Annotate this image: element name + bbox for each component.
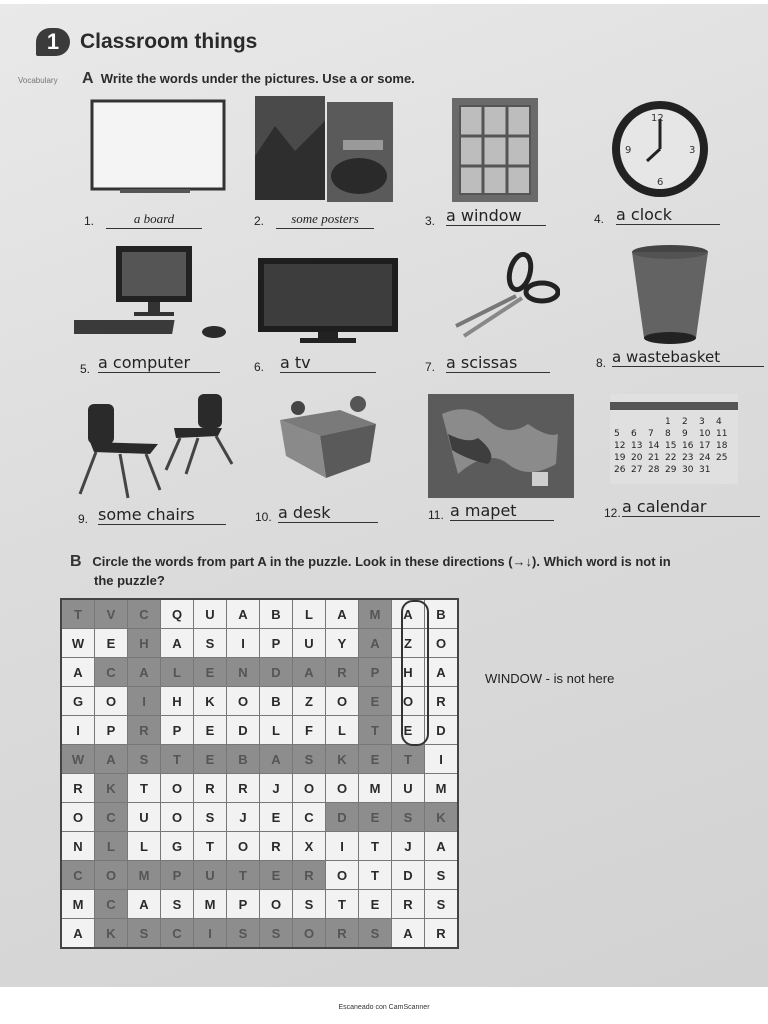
puzzle-cell: R xyxy=(392,890,425,919)
item-number-5: 5. xyxy=(80,362,91,376)
scissors-icon xyxy=(450,252,560,340)
puzzle-cell: L xyxy=(161,658,194,687)
calendar-day: 11 xyxy=(716,429,728,439)
puzzle-cell: J xyxy=(392,832,425,861)
puzzle-cell: R xyxy=(425,687,459,716)
part-b-letter: B xyxy=(70,553,82,570)
calendar-day: 22 xyxy=(665,453,677,463)
calendar-day: 21 xyxy=(648,453,660,463)
puzzle-cell: H xyxy=(392,658,425,687)
puzzle-cell: P xyxy=(161,861,194,890)
puzzle-cell: S xyxy=(194,803,227,832)
puzzle-row xyxy=(61,832,458,861)
puzzle-row xyxy=(61,658,458,687)
puzzle-cell: S xyxy=(392,803,425,832)
puzzle-cell: A xyxy=(392,919,425,949)
vocabulary-tag: Vocabulary xyxy=(18,76,58,85)
puzzle-cell: S xyxy=(425,890,459,919)
part-b-instruction-line-2: the puzzle? xyxy=(94,573,165,588)
svg-text:12: 12 xyxy=(651,113,664,124)
puzzle-cell: R xyxy=(227,774,260,803)
puzzle-cell: E xyxy=(260,861,293,890)
puzzle-cell: R xyxy=(293,861,326,890)
answer-note: WINDOW - is not here xyxy=(485,671,615,686)
item-number-10: 10. xyxy=(255,510,272,524)
puzzle-cell: C xyxy=(161,919,194,949)
puzzle-row xyxy=(61,890,458,919)
puzzle-cell: A xyxy=(61,658,95,687)
puzzle-row xyxy=(61,745,458,774)
puzzle-cell: J xyxy=(260,774,293,803)
calendar-icon xyxy=(610,394,738,484)
puzzle-cell: M xyxy=(194,890,227,919)
puzzle-cell: I xyxy=(326,832,359,861)
puzzle-cell: O xyxy=(293,919,326,949)
item-number-3: 3. xyxy=(425,214,436,228)
puzzle-cell: S xyxy=(293,890,326,919)
puzzle-cell: W xyxy=(61,745,95,774)
part-b-instruction xyxy=(70,552,750,590)
puzzle-cell: I xyxy=(61,716,95,745)
puzzle-cell: R xyxy=(61,774,95,803)
puzzle-cell: E xyxy=(359,890,392,919)
worksheet-page xyxy=(0,4,768,987)
puzzle-cell: A xyxy=(227,599,260,629)
puzzle-cell: P xyxy=(161,716,194,745)
puzzle-cell: R xyxy=(326,919,359,949)
puzzle-cell: U xyxy=(293,629,326,658)
puzzle-row xyxy=(61,629,458,658)
puzzle-cell: V xyxy=(95,599,128,629)
item-number-2: 2. xyxy=(254,214,265,228)
puzzle-cell: D xyxy=(260,658,293,687)
puzzle-cell: A xyxy=(392,599,425,629)
puzzle-cell: S xyxy=(194,629,227,658)
puzzle-cell: K xyxy=(194,687,227,716)
calendar-day: 26 xyxy=(614,465,626,475)
puzzle-cell: O xyxy=(326,687,359,716)
puzzle-cell: B xyxy=(260,599,293,629)
puzzle-cell: O xyxy=(326,861,359,890)
scanner-footer: Escaneado con CamScanner xyxy=(338,1004,430,1011)
puzzle-cell: M xyxy=(61,890,95,919)
puzzle-row xyxy=(61,687,458,716)
svg-text:6: 6 xyxy=(657,177,664,188)
calendar-day: 3 xyxy=(699,417,705,427)
answer-2: some posters xyxy=(276,210,374,229)
puzzle-cell: S xyxy=(128,745,161,774)
answer-1: a board xyxy=(106,210,202,229)
puzzle-cell: S xyxy=(293,745,326,774)
puzzle-cell: T xyxy=(392,745,425,774)
calendar-day: 8 xyxy=(665,429,671,439)
word-search-puzzle xyxy=(60,598,459,949)
puzzle-cell: M xyxy=(359,774,392,803)
puzzle-cell: T xyxy=(227,861,260,890)
puzzle-cell: C xyxy=(95,658,128,687)
puzzle-cell: C xyxy=(61,861,95,890)
computer-icon xyxy=(74,244,234,344)
puzzle-cell: A xyxy=(359,629,392,658)
puzzle-cell: U xyxy=(194,861,227,890)
puzzle-cell: T xyxy=(128,774,161,803)
puzzle-cell: R xyxy=(128,716,161,745)
calendar-day: 24 xyxy=(699,453,711,463)
answer-4: a clock xyxy=(616,206,720,225)
puzzle-cell: P xyxy=(260,629,293,658)
puzzle-cell: A xyxy=(260,745,293,774)
calendar-day: 27 xyxy=(631,465,643,475)
puzzle-cell: O xyxy=(227,687,260,716)
puzzle-cell: F xyxy=(293,716,326,745)
calendar-day: 5 xyxy=(614,429,620,439)
puzzle-row xyxy=(61,919,458,949)
puzzle-cell: O xyxy=(95,861,128,890)
puzzle-cell: P xyxy=(227,890,260,919)
puzzle-cell: K xyxy=(326,745,359,774)
calendar-day: 16 xyxy=(682,441,694,451)
item-number-4: 4. xyxy=(594,212,605,226)
calendar-day: 10 xyxy=(699,429,711,439)
puzzle-cell: A xyxy=(61,919,95,949)
puzzle-row xyxy=(61,716,458,745)
item-number-7: 7. xyxy=(425,360,436,374)
puzzle-cell: O xyxy=(95,687,128,716)
puzzle-cell: Z xyxy=(293,687,326,716)
puzzle-cell: A xyxy=(161,629,194,658)
puzzle-cell: O xyxy=(61,803,95,832)
calendar-day: 18 xyxy=(716,441,728,451)
puzzle-row xyxy=(61,803,458,832)
puzzle-row xyxy=(61,599,458,629)
puzzle-cell: M xyxy=(128,861,161,890)
puzzle-cell: U xyxy=(128,803,161,832)
puzzle-cell: I xyxy=(425,745,459,774)
puzzle-cell: S xyxy=(260,919,293,949)
puzzle-cell: E xyxy=(194,716,227,745)
puzzle-cell: B xyxy=(227,745,260,774)
puzzle-cell: P xyxy=(359,658,392,687)
puzzle-cell: A xyxy=(326,599,359,629)
puzzle-cell: T xyxy=(359,832,392,861)
wastebasket-icon xyxy=(628,244,712,346)
chairs-icon xyxy=(76,394,236,504)
item-number-11: 11. xyxy=(428,508,444,522)
puzzle-cell: E xyxy=(392,716,425,745)
puzzle-cell: U xyxy=(194,599,227,629)
page-title: Classroom things xyxy=(80,30,258,53)
calendar-day: 20 xyxy=(631,453,643,463)
item-number-1: 1. xyxy=(84,214,95,228)
puzzle-cell: E xyxy=(95,629,128,658)
item-number-6: 6. xyxy=(254,360,265,374)
unit-number-badge: 1 xyxy=(36,28,70,56)
calendar-day: 2 xyxy=(682,417,688,427)
puzzle-cell: E xyxy=(260,803,293,832)
puzzle-cell: O xyxy=(161,774,194,803)
answer-10: a desk xyxy=(278,504,378,523)
calendar-day: 31 xyxy=(699,465,711,475)
puzzle-cell: S xyxy=(128,919,161,949)
puzzle-cell: D xyxy=(326,803,359,832)
calendar-day: 14 xyxy=(648,441,660,451)
answer-5: a computer xyxy=(98,354,220,373)
item-number-9: 9. xyxy=(78,512,89,526)
puzzle-cell: G xyxy=(161,832,194,861)
puzzle-cell: O xyxy=(326,774,359,803)
calendar-day: 15 xyxy=(665,441,677,451)
puzzle-cell: A xyxy=(293,658,326,687)
answer-9: some chairs xyxy=(98,506,226,525)
puzzle-cell: T xyxy=(359,716,392,745)
puzzle-cell: K xyxy=(425,803,459,832)
calendar-day: 6 xyxy=(631,429,637,439)
puzzle-cell: W xyxy=(61,629,95,658)
puzzle-cell: E xyxy=(359,687,392,716)
puzzle-cell: E xyxy=(359,745,392,774)
part-b-instruction-line-1: Circle the words from part A in the puzzle. Look in these directions (→↓). Which word is not in xyxy=(92,554,671,569)
calendar-day: 23 xyxy=(682,453,694,463)
puzzle-cell: T xyxy=(61,599,95,629)
puzzle-cell: O xyxy=(260,890,293,919)
puzzle-cell: X xyxy=(293,832,326,861)
puzzle-cell: S xyxy=(161,890,194,919)
puzzle-cell: C xyxy=(128,599,161,629)
puzzle-cell: E xyxy=(194,745,227,774)
puzzle-cell: T xyxy=(194,832,227,861)
puzzle-cell: C xyxy=(293,803,326,832)
part-a-instruction-text: Write the words under the pictures. Use a or some. xyxy=(100,71,415,86)
puzzle-cell: A xyxy=(95,745,128,774)
puzzle-cell: D xyxy=(392,861,425,890)
svg-text:9: 9 xyxy=(625,145,632,156)
puzzle-cell: Z xyxy=(392,629,425,658)
puzzle-cell: A xyxy=(128,658,161,687)
item-number-12: 12. xyxy=(604,506,621,520)
puzzle-cell: R xyxy=(326,658,359,687)
puzzle-cell: N xyxy=(61,832,95,861)
puzzle-cell: K xyxy=(95,774,128,803)
puzzle-cell: A xyxy=(128,890,161,919)
puzzle-cell: K xyxy=(95,919,128,949)
puzzle-cell: I xyxy=(128,687,161,716)
puzzle-cell: R xyxy=(260,832,293,861)
tv-icon xyxy=(256,256,400,346)
clock-icon xyxy=(605,99,715,199)
puzzle-cell: S xyxy=(359,919,392,949)
puzzle-cell: R xyxy=(425,919,459,949)
answer-11: a mapet xyxy=(450,502,554,521)
whiteboard-icon xyxy=(90,99,228,195)
calendar-day: 12 xyxy=(614,441,626,451)
puzzle-cell: Q xyxy=(161,599,194,629)
answer-8: a wastebasket xyxy=(612,348,764,367)
puzzle-cell: O xyxy=(425,629,459,658)
puzzle-cell: L xyxy=(326,716,359,745)
puzzle-cell: O xyxy=(293,774,326,803)
puzzle-row xyxy=(61,861,458,890)
answer-7: a scissas xyxy=(446,354,550,373)
puzzle-cell: M xyxy=(359,599,392,629)
puzzle-cell: M xyxy=(425,774,459,803)
puzzle-cell: D xyxy=(227,716,260,745)
map-icon xyxy=(428,394,576,500)
puzzle-cell: U xyxy=(392,774,425,803)
puzzle-cell: I xyxy=(194,919,227,949)
puzzle-cell: E xyxy=(359,803,392,832)
calendar-day: 19 xyxy=(614,453,626,463)
calendar-day: 29 xyxy=(665,465,677,475)
title-row xyxy=(36,28,257,56)
puzzle-cell: A xyxy=(425,832,459,861)
part-a-letter: A xyxy=(82,70,94,87)
answer-12: a calendar xyxy=(622,498,760,517)
puzzle-cell: T xyxy=(161,745,194,774)
calendar-day: 4 xyxy=(716,417,722,427)
puzzle-cell: L xyxy=(128,832,161,861)
puzzle-cell: T xyxy=(359,861,392,890)
puzzle-cell: L xyxy=(293,599,326,629)
puzzle-cell: N xyxy=(227,658,260,687)
puzzle-cell: Y xyxy=(326,629,359,658)
puzzle-cell: C xyxy=(95,803,128,832)
puzzle-cell: S xyxy=(227,919,260,949)
calendar-day: 7 xyxy=(648,429,654,439)
desk-icon xyxy=(280,396,380,492)
part-a-instruction xyxy=(82,70,415,88)
puzzle-cell: P xyxy=(95,716,128,745)
calendar-day: 25 xyxy=(716,453,728,463)
puzzle-cell: H xyxy=(161,687,194,716)
puzzle-cell: B xyxy=(260,687,293,716)
puzzle-cell: A xyxy=(425,658,459,687)
puzzle-cell: O xyxy=(227,832,260,861)
puzzle-cell: O xyxy=(161,803,194,832)
item-number-8: 8. xyxy=(596,356,607,370)
puzzle-cell: G xyxy=(61,687,95,716)
puzzle-cell: S xyxy=(425,861,459,890)
window-icon xyxy=(450,96,540,204)
puzzle-cell: J xyxy=(227,803,260,832)
puzzle-row xyxy=(61,774,458,803)
puzzle-cell: D xyxy=(425,716,459,745)
calendar-day: 9 xyxy=(682,429,688,439)
puzzle-cell: B xyxy=(425,599,459,629)
puzzle-cell: T xyxy=(326,890,359,919)
puzzle-cell: I xyxy=(227,629,260,658)
puzzle-cell: O xyxy=(392,687,425,716)
puzzle-cell: H xyxy=(128,629,161,658)
posters-icon xyxy=(255,96,395,206)
puzzle-cell: E xyxy=(194,658,227,687)
puzzle-cell: R xyxy=(194,774,227,803)
calendar-day: 28 xyxy=(648,465,660,475)
puzzle-cell: L xyxy=(95,832,128,861)
calendar-day: 17 xyxy=(699,441,711,451)
puzzle-cell: L xyxy=(260,716,293,745)
answer-3: a window xyxy=(446,207,546,226)
calendar-day: 30 xyxy=(682,465,694,475)
calendar-day: 13 xyxy=(631,441,643,451)
answer-6: a tv xyxy=(280,354,376,373)
svg-text:3: 3 xyxy=(689,145,696,156)
puzzle-cell: C xyxy=(95,890,128,919)
calendar-day: 1 xyxy=(665,417,671,427)
